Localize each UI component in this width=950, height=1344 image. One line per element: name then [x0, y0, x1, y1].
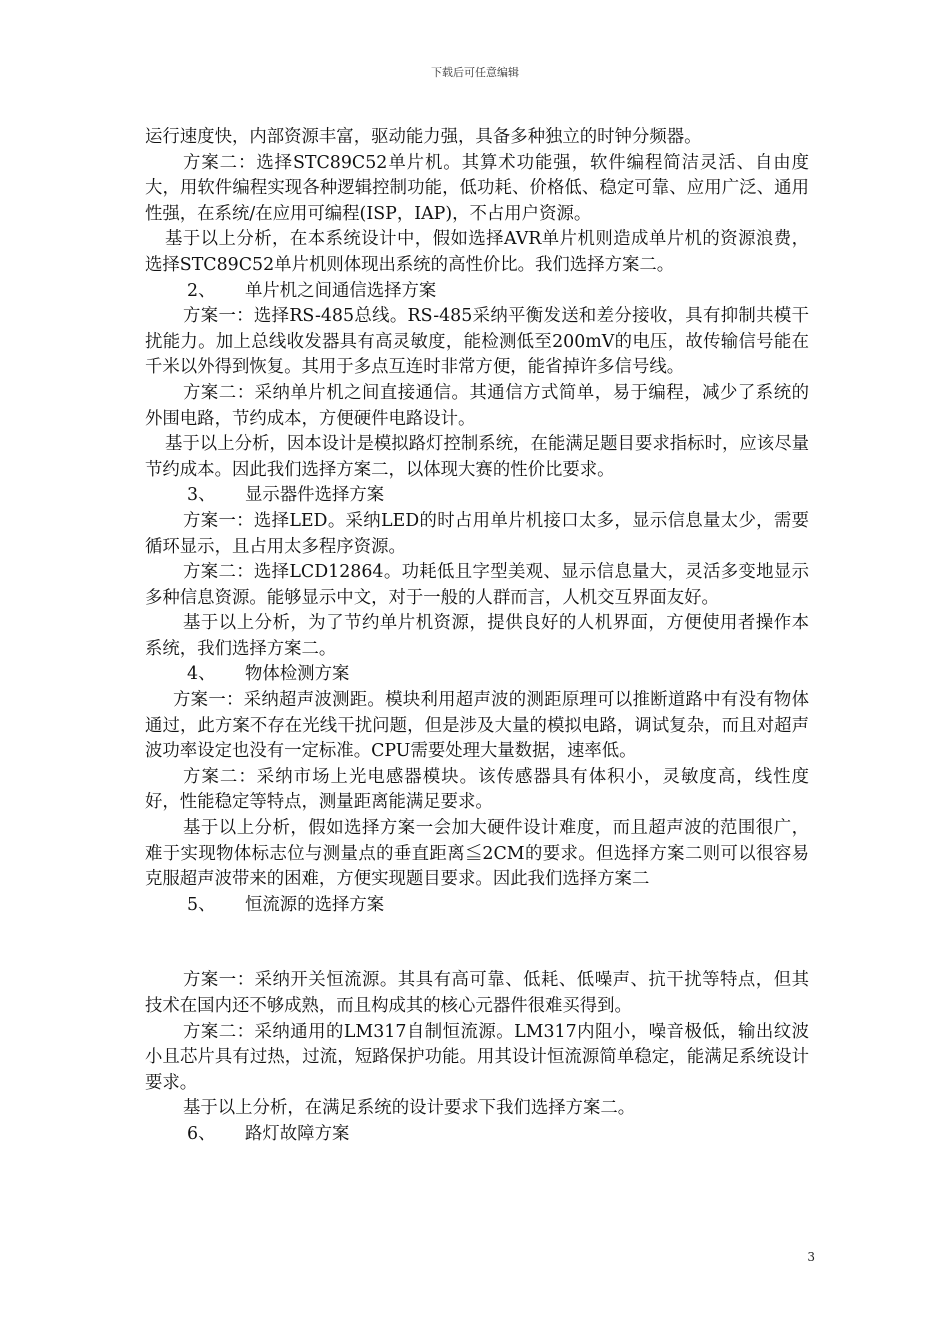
- section-heading-2: [145, 279, 809, 305]
- blank-space: [145, 918, 809, 968]
- heading-title: 显示器件选择方案: [245, 485, 385, 506]
- paragraph: 方案二：采纳单片机之间直接通信。其通信方式简单，易于编程，减少了系统的外围电路，节约成本，方便硬件电路设计。: [145, 382, 809, 429]
- paragraph: 基于以上分析，在满足系统的设计要求下我们选择方案二。: [183, 1098, 636, 1119]
- paragraph: 基于以上分析，因本设计是模拟路灯控制系统，在能满足题目要求指标时，应该尽量节约成本。因此我们选择方案二，以体现大赛的性价比要求。: [145, 434, 809, 480]
- page-header: 下载后可任意编辑: [431, 66, 519, 79]
- paragraph: 方案一：选择LED。采纳LED的时占用单片机接口太多，显示信息量太少，需要循环显示，且占用太多程序资源。: [145, 510, 809, 557]
- heading-title: 单片机之间通信选择方案: [245, 280, 437, 301]
- paragraph: 运行速度快，内部资源丰富，驱动能力强，具备多种独立的时钟分频器。: [145, 127, 702, 147]
- section-heading-5: [145, 893, 809, 919]
- paragraph: 方案二：选择LCD12864。功耗低且字型美观、显示信息量大，灵活多变地显示多种信息资源。能够显示中文，对于一般的人群而言，人机交互界面友好。: [145, 562, 809, 608]
- paragraph: 方案一：采纳超声波测距。模块利用超声波的测距原理可以推断道路中有没有物体通过，此方案不存在光线干扰问题，但是涉及大量的模拟电路，调试复杂，而且对超声波功率设定也没有一定标准。CPU需要处理大量数据，速率低。: [145, 690, 809, 762]
- paragraph: 基于以上分析，假如选择方案一会加大硬件设计难度，而且超声波的范围很广，难于实现物体标志位与测量点的垂直距离≦2CM的要求。但选择方案二则可以很容易克服超声波带来的困难，方便实现题目要求。因此我们选择方案二: [145, 818, 809, 890]
- paragraph: 方案一：采纳开关恒流源。其具有高可靠、低耗、低噪声、抗干扰等特点，但其技术在国内还不够成熟，而且构成其的核心元器件很难买得到。: [145, 970, 809, 1016]
- section-heading-3: [145, 483, 809, 509]
- heading-title: 物体检测方案: [245, 664, 350, 685]
- section-heading-6: [145, 1122, 809, 1148]
- paragraph: 方案一：选择RS-485总线。RS-485采纳平衡发送和差分接收，具有抑制共模干扰能力。加上总线收发器具有高灵敏度，能检测低至200mV的电压，故传输信号能在千米以外得到恢复。其用于多点互连时非常方便，能省掉许多信号线。: [145, 306, 809, 378]
- paragraph: 方案二：采纳市场上光电感器模块。该传感器具有体积小，灵敏度高，线性度好，性能稳定等特点，测量距离能满足要求。: [145, 766, 809, 813]
- heading-number: 2、: [187, 280, 216, 301]
- paragraph: 基于以上分析，为了节约单片机资源，提供良好的人机界面，方便使用者操作本系统，我们选择方案二。: [145, 613, 809, 659]
- paragraph: 方案二：选择STC89C52单片机。其算术功能强，软件编程简洁灵活、自由度大，用软件编程实现各种逻辑控制功能，低功耗、价格低、稳定可靠、应用广泛、通用性强，在系统/在应用可编程(ISP，IAP)，不占用户资源。: [145, 152, 809, 224]
- document-body: [145, 125, 809, 1148]
- heading-number: 6、: [187, 1123, 216, 1144]
- heading-title: 路灯故障方案: [245, 1123, 350, 1144]
- heading-title: 恒流源的选择方案: [245, 894, 385, 915]
- section-heading-4: [145, 662, 809, 688]
- heading-number: 4、: [187, 664, 216, 685]
- paragraph: 基于以上分析，在本系统设计中，假如选择AVR单片机则造成单片机的资源浪费，选择STC89C52单片机则体现出系统的高性价比。我们选择方案二。: [145, 229, 809, 275]
- heading-number: 5、: [187, 894, 216, 915]
- heading-number: 3、: [187, 485, 216, 506]
- page-number: 3: [807, 1250, 815, 1264]
- paragraph: 方案二：采纳通用的LM317自制恒流源。LM317内阻小，噪音极低，输出纹波小且芯片具有过热，过流，短路保护功能。用其设计恒流源简单稳定，能满足系统设计要求。: [145, 1021, 809, 1093]
